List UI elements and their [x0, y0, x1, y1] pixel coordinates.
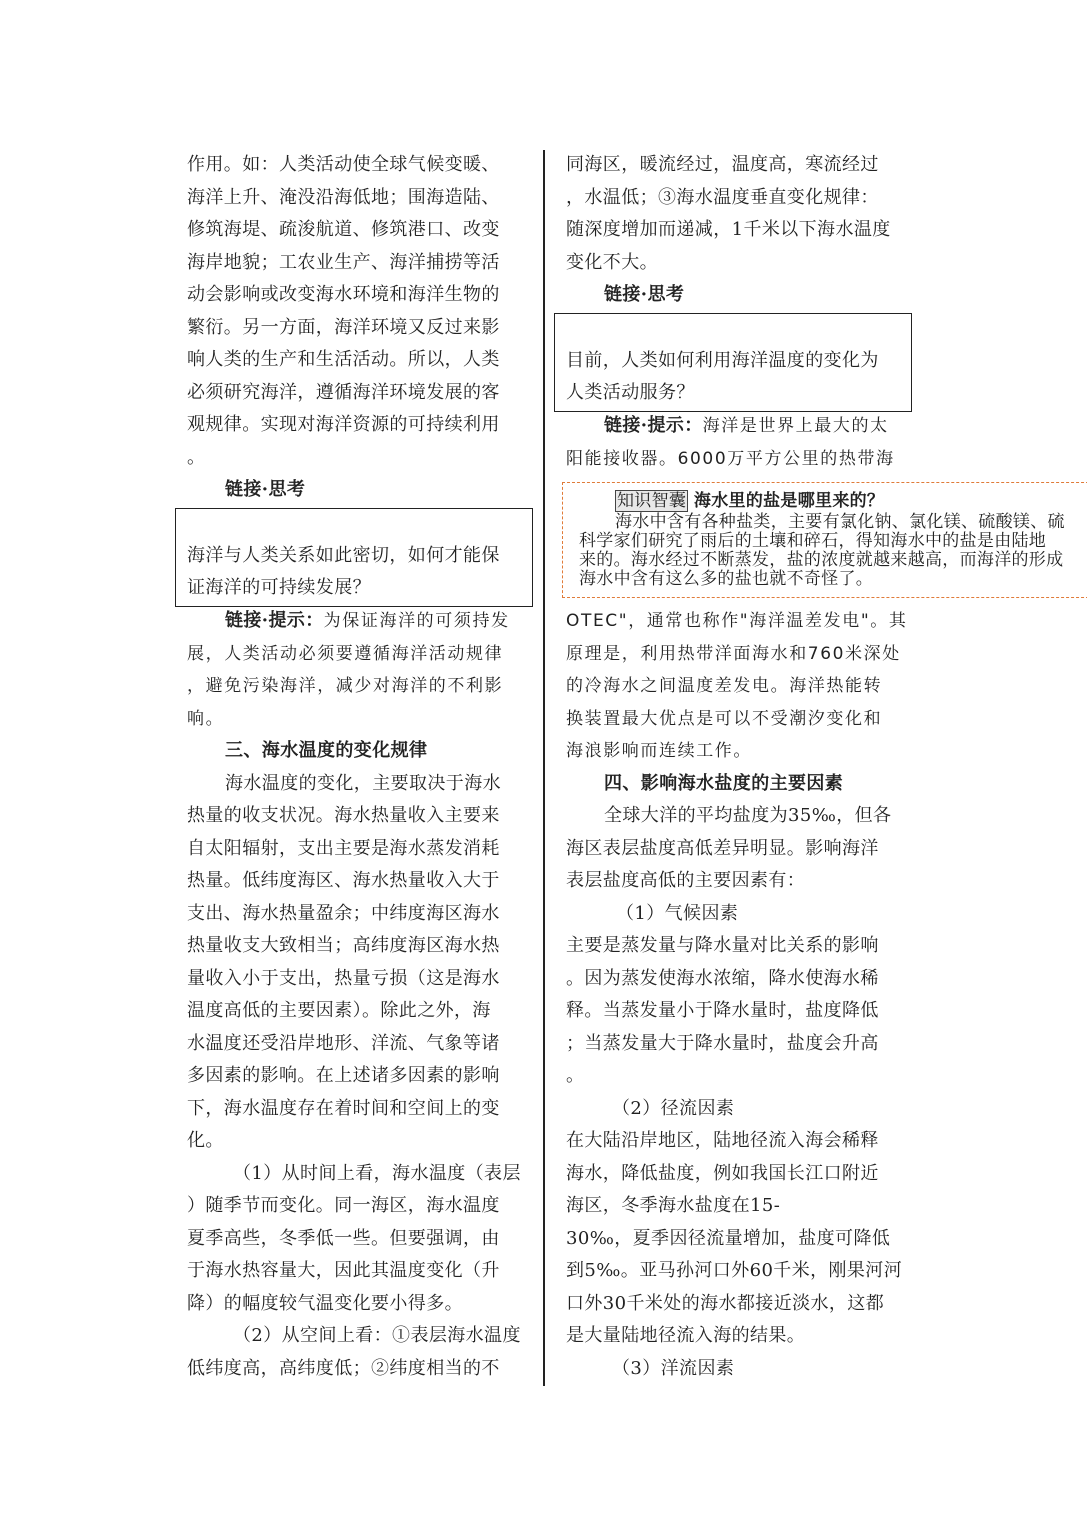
hint-text: 海洋是世界上最大的太 [702, 416, 889, 436]
paragraph-line: 随深度增加而递减，1千米以下海水温度 [566, 219, 891, 240]
paragraph-line: 海区，冬季海水盐度在15- [566, 1195, 781, 1216]
paragraph-line: 支出、海水热量盈余；中纬度海区海水 [187, 903, 500, 924]
paragraph-line: 变化不大。 [566, 252, 658, 273]
paragraph-line: 夏季高些，冬季低一些。但要强调，由 [187, 1228, 500, 1249]
link-hint-paragraph [604, 415, 889, 437]
paragraph-line: ）随季节而变化。同一海区，海水温度 [187, 1195, 500, 1216]
hint-label: 链接·提示： [604, 415, 703, 436]
paragraph-line: 海水温度的变化，主要取决于海水 [225, 773, 501, 794]
hint-text: 为保证海洋的可须持发 [323, 611, 510, 631]
paragraph-line: 动会影响或改变海水环境和海洋生物的 [187, 284, 500, 305]
hint-label: 链接·提示： [225, 610, 324, 631]
paragraph-line: 低纬度高，高纬度低；②纬度相当的不 [187, 1358, 500, 1379]
paragraph-line: 多因素的影响。在上述诸多因素的影响 [187, 1065, 500, 1086]
paragraph-line: （2）从空间上看：①表层海水温度 [233, 1325, 521, 1346]
paragraph-line: 观规律。实现对海洋资源的可持续利用 [187, 414, 500, 435]
hint-line: OTEC"，通常也称作"海洋温差发电"。其 [566, 611, 908, 631]
callout-title: 海水里的盐是哪里来的？ [693, 491, 885, 511]
hint-line: 响。 [187, 709, 225, 729]
hint-line: 换装置最大优点是可以不受潮汐变化和 [566, 709, 883, 729]
link-think-heading: 链接·思考 [225, 479, 306, 500]
paragraph-line: ；当蒸发量大于降水量时，盐度会升高 [566, 1033, 879, 1054]
paragraph-line: 响人类的生产和生活活动。所以，人类 [187, 349, 500, 370]
paragraph-line: 。 [566, 1065, 585, 1086]
paragraph-line: 是大量陆地径流入海的结果。 [566, 1325, 806, 1346]
hint-line: 展，人类活动必须要遵循海洋活动规律 [187, 644, 504, 664]
paragraph-line: 。 [187, 447, 206, 468]
paragraph-line: 热量。低纬度海区、海水热量收入大于 [187, 870, 500, 891]
paragraph-line: 下，海水温度存在着时间和空间上的变 [187, 1098, 500, 1119]
paragraph-line: 释。当蒸发量小于降水量时，盐度降低 [566, 1000, 879, 1021]
paragraph-line: ，水温低；③海水温度垂直变化规律： [566, 187, 879, 208]
paragraph-line: 降）的幅度较气温变化要小得多。 [187, 1293, 463, 1314]
paragraph-line: 于海水热容量大，因此其温度变化（升 [187, 1260, 500, 1281]
paragraph-line: 繁衍。另一方面，海洋环境又反过来影 [187, 317, 500, 338]
link-think-heading: 链接·思考 [604, 284, 685, 305]
paragraph-line: 量收入小于支出，热量亏损（这是海水 [187, 968, 500, 989]
callout-line: 海水中含有各种盐类，主要有氯化钠、氯化镁、硫酸镁、硫 [615, 512, 1065, 532]
think-question-line: 目前，人类如何利用海洋温度的变化为 [566, 350, 879, 371]
paragraph-line: 表层盐度高低的主要因素有： [566, 870, 806, 891]
paragraph-line: （1）从时间上看，海水温度（表层 [233, 1163, 521, 1184]
callout-line: 海水中含有这么多的盐也就不奇怪了。 [579, 569, 874, 589]
paragraph-line: 海岸地貌；工农业生产、海洋捕捞等活 [187, 252, 500, 273]
subsection-title-current: （3）洋流因素 [612, 1358, 735, 1379]
paragraph-line: 到5‰。亚马孙河口外60千米，刚果河河 [566, 1260, 903, 1281]
paragraph-line: 水温度还受沿岸地形、洋流、气象等诸 [187, 1033, 500, 1054]
paragraph-line: 。因为蒸发使海水浓缩，降水使海水稀 [566, 968, 879, 989]
paragraph-line: 必须研究海洋，遵循海洋环境发展的客 [187, 382, 500, 403]
section-3-title: 三、海水温度的变化规律 [225, 740, 428, 761]
paragraph-line: 海水，降低盐度，例如我国长江口附近 [566, 1163, 879, 1184]
paragraph-line: 热量收支大致相当；高纬度海区海水热 [187, 935, 500, 956]
hint-line: 海浪影响而连续工作。 [566, 741, 752, 761]
paragraph-line: 口外30千米处的海水都接近淡水，这都 [566, 1293, 885, 1314]
paragraph-line: 30‰，夏季因径流量增加，盐度可降低 [566, 1228, 891, 1249]
think-question-line: 人类活动服务？ [566, 382, 695, 403]
knowledge-callout-box [562, 482, 1087, 598]
paragraph-line: 主要是蒸发量与降水量对比关系的影响 [566, 935, 879, 956]
paragraph-line: 温度高低的主要因素）。除此之外，海 [187, 1000, 491, 1021]
paragraph-line: 在大陆沿岸地区，陆地径流入海会稀释 [566, 1130, 879, 1151]
paragraph-line: 自太阳辐射，支出主要是海水蒸发消耗 [187, 838, 500, 859]
column-divider [543, 150, 545, 1386]
callout-heading [615, 491, 884, 511]
callout-line: 科学家们研究了雨后的土壤和碎石，得知海水中的盐是由陆地 [579, 531, 1047, 551]
paragraph-line: 海区表层盐度高低差异明显。影响海洋 [566, 838, 879, 859]
link-hint-paragraph [225, 610, 510, 632]
hint-line: ，避免污染海洋，减少对海洋的不利影 [187, 676, 504, 696]
subsection-title-climate: （1）气候因素 [616, 903, 739, 924]
callout-tag: 知识智囊 [617, 491, 687, 511]
paragraph-line: 同海区，暖流经过，温度高，寒流经过 [566, 154, 879, 175]
think-question-box [175, 508, 533, 607]
paragraph-line: 化。 [187, 1130, 224, 1151]
paragraph-line: 热量的收支状况。海水热量收入主要来 [187, 805, 500, 826]
think-question-line: 海洋与人类关系如此密切，如何才能保 [187, 545, 500, 566]
callout-line: 来的。海水经过不断蒸发，盐的浓度就越来越高，而海洋的形成 [579, 550, 1064, 570]
paragraph-line: 海洋上升、淹没沿海低地；围海造陆、 [187, 187, 500, 208]
hint-line: 的冷海水之间温度差发电。海洋热能转 [566, 676, 883, 696]
hint-line: 阳能接收器。6000万平方公里的热带海 [566, 449, 895, 469]
hint-line: 原理是，利用热带洋面海水和760米深处 [566, 644, 901, 664]
section-4-title: 四、影响海水盐度的主要因素 [604, 773, 844, 794]
paragraph-line: 作用。如：人类活动使全球气候变暖、 [187, 154, 500, 175]
paragraph-line: 全球大洋的平均盐度为35‰，但各 [604, 805, 892, 826]
think-question-line: 证海洋的可持续发展？ [187, 577, 371, 598]
subsection-title-runoff: （2）径流因素 [612, 1098, 735, 1119]
think-question-box [554, 313, 912, 412]
paragraph-line: 修筑海堤、疏浚航道、修筑港口、改变 [187, 219, 500, 240]
